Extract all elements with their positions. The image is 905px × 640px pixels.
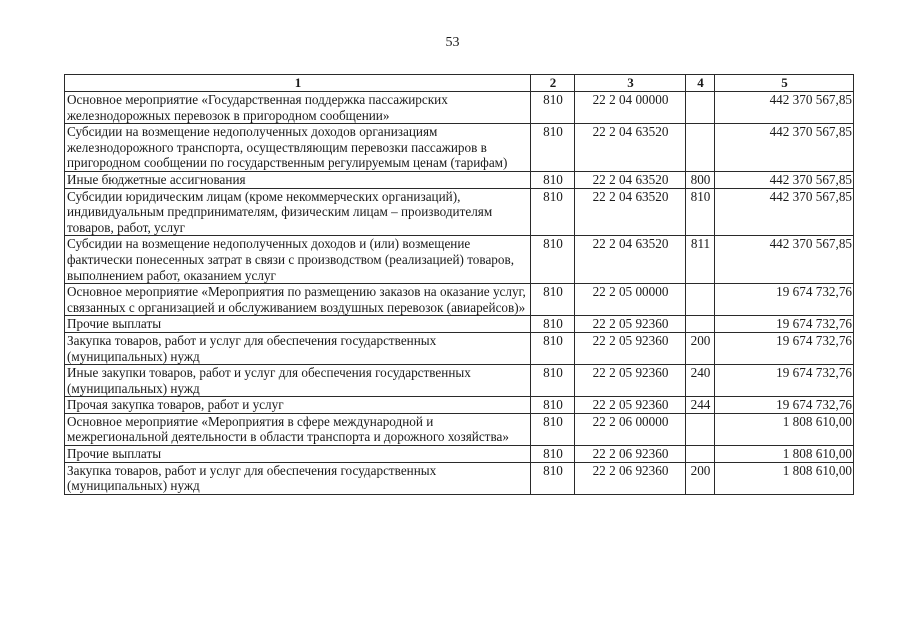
row-target-article: 22 2 06 92360 xyxy=(575,462,686,494)
row-target-article: 22 2 05 92360 xyxy=(575,397,686,414)
row-expense-type: 244 xyxy=(686,397,715,414)
table-row xyxy=(65,446,854,463)
table-row xyxy=(65,188,854,236)
row-expense-type: 200 xyxy=(686,462,715,494)
row-name: Закупка товаров, работ и услуг для обеспечения государственных (муниципальных) нужд xyxy=(65,332,531,364)
row-amount: 1 808 610,00 xyxy=(715,413,854,445)
row-name: Субсидии юридическим лицам (кроме некоммерческих организаций), индивидуальным предпринимателям, физическим лицам – производителям товаров, работ, услуг xyxy=(65,188,531,236)
row-expense-type xyxy=(686,413,715,445)
row-amount: 1 808 610,00 xyxy=(715,462,854,494)
page-number: 53 xyxy=(445,35,460,50)
row-gov-code: 810 xyxy=(531,124,575,172)
row-gov-code: 810 xyxy=(531,413,575,445)
table-row xyxy=(65,397,854,414)
row-expense-type: 800 xyxy=(686,171,715,188)
row-expense-type xyxy=(686,92,715,124)
row-gov-code: 810 xyxy=(531,92,575,124)
row-amount: 442 370 567,85 xyxy=(715,92,854,124)
budget-table xyxy=(64,74,854,495)
row-target-article: 22 2 06 00000 xyxy=(575,413,686,445)
table-row xyxy=(65,462,854,494)
row-amount: 1 808 610,00 xyxy=(715,446,854,463)
row-target-article: 22 2 04 63520 xyxy=(575,171,686,188)
row-name: Прочая закупка товаров, работ и услуг xyxy=(65,397,531,414)
table-body xyxy=(65,92,854,495)
row-amount: 19 674 732,76 xyxy=(715,332,854,364)
table-row xyxy=(65,365,854,397)
row-amount: 19 674 732,76 xyxy=(715,284,854,316)
row-expense-type xyxy=(686,316,715,333)
row-name: Иные закупки товаров, работ и услуг для обеспечения государственных (муниципальных) нужд xyxy=(65,365,531,397)
row-name: Субсидии на возмещение недополученных доходов организациям железнодорожного транспорта, осуществляющим перевозки пассажиров в пригородном сообщении по государственным регулируемым ценам (тарифам) xyxy=(65,124,531,172)
row-amount: 442 370 567,85 xyxy=(715,236,854,284)
table-row xyxy=(65,332,854,364)
table-row xyxy=(65,124,854,172)
column-header-gov: 2 xyxy=(531,75,575,92)
table-row xyxy=(65,92,854,124)
column-header-vr: 4 xyxy=(686,75,715,92)
row-target-article: 22 2 05 00000 xyxy=(575,284,686,316)
row-gov-code: 810 xyxy=(531,397,575,414)
row-amount: 19 674 732,76 xyxy=(715,397,854,414)
row-amount: 442 370 567,85 xyxy=(715,171,854,188)
row-gov-code: 810 xyxy=(531,284,575,316)
row-gov-code: 810 xyxy=(531,236,575,284)
row-amount: 19 674 732,76 xyxy=(715,316,854,333)
row-target-article: 22 2 05 92360 xyxy=(575,365,686,397)
row-name: Иные бюджетные ассигнования xyxy=(65,171,531,188)
row-expense-type: 200 xyxy=(686,332,715,364)
column-header-csr: 3 xyxy=(575,75,686,92)
row-expense-type: 240 xyxy=(686,365,715,397)
row-amount: 19 674 732,76 xyxy=(715,365,854,397)
row-name: Прочие выплаты xyxy=(65,446,531,463)
row-target-article: 22 2 04 63520 xyxy=(575,236,686,284)
row-name: Основное мероприятие «Государственная поддержка пассажирских железнодорожных перевозок в пригородном сообщении» xyxy=(65,92,531,124)
row-target-article: 22 2 05 92360 xyxy=(575,316,686,333)
table-row xyxy=(65,413,854,445)
row-gov-code: 810 xyxy=(531,332,575,364)
table-row xyxy=(65,316,854,333)
row-gov-code: 810 xyxy=(531,316,575,333)
row-name: Закупка товаров, работ и услуг для обеспечения государственных (муниципальных) нужд xyxy=(65,462,531,494)
row-target-article: 22 2 04 00000 xyxy=(575,92,686,124)
row-amount: 442 370 567,85 xyxy=(715,188,854,236)
column-header-name: 1 xyxy=(65,75,531,92)
row-target-article: 22 2 04 63520 xyxy=(575,188,686,236)
row-amount: 442 370 567,85 xyxy=(715,124,854,172)
row-target-article: 22 2 06 92360 xyxy=(575,446,686,463)
row-gov-code: 810 xyxy=(531,462,575,494)
row-gov-code: 810 xyxy=(531,171,575,188)
row-name: Основное мероприятие «Мероприятия по размещению заказов на оказание услуг, связанных с организацией и обслуживанием воздушных перевозок (авиарейсов)» xyxy=(65,284,531,316)
row-name: Субсидии на возмещение недополученных доходов и (или) возмещение фактически понесенных затрат в связи с производством (реализацией) товаров, выполнением работ, оказанием услуг xyxy=(65,236,531,284)
table-row xyxy=(65,171,854,188)
column-header-amount: 5 xyxy=(715,75,854,92)
row-gov-code: 810 xyxy=(531,446,575,463)
row-expense-type xyxy=(686,284,715,316)
row-name: Прочие выплаты xyxy=(65,316,531,333)
table-row xyxy=(65,236,854,284)
row-expense-type: 811 xyxy=(686,236,715,284)
row-gov-code: 810 xyxy=(531,188,575,236)
row-expense-type: 810 xyxy=(686,188,715,236)
row-name: Основное мероприятие «Мероприятия в сфере международной и межрегиональной деятельности в области транспорта и дорожного хозяйства» xyxy=(65,413,531,445)
row-target-article: 22 2 04 63520 xyxy=(575,124,686,172)
row-expense-type xyxy=(686,446,715,463)
table-row xyxy=(65,284,854,316)
row-gov-code: 810 xyxy=(531,365,575,397)
header-row xyxy=(65,75,854,92)
row-expense-type xyxy=(686,124,715,172)
row-target-article: 22 2 05 92360 xyxy=(575,332,686,364)
